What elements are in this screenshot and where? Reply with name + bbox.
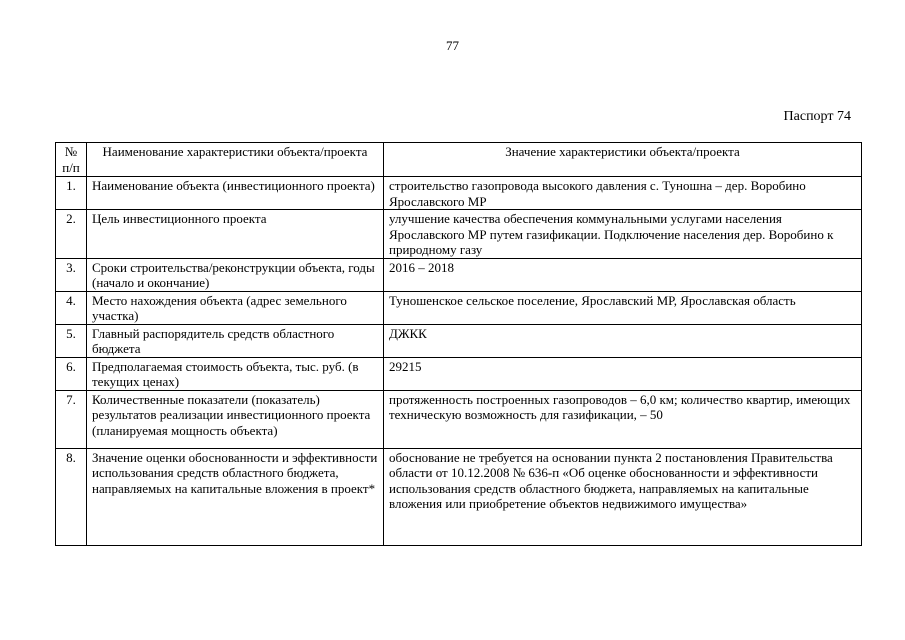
row-name: Наименование объекта (инвестиционного проекта) xyxy=(87,177,384,210)
table-row xyxy=(56,258,862,291)
table-row xyxy=(56,177,862,210)
header-value: Значение характеристики объекта/проекта xyxy=(384,143,862,177)
row-value: 2016 – 2018 xyxy=(384,258,862,291)
table-row xyxy=(56,390,862,448)
row-num: 5. xyxy=(56,324,87,357)
row-name: Цель инвестиционного проекта xyxy=(87,210,384,259)
row-name: Место нахождения объекта (адрес земельного участка) xyxy=(87,291,384,324)
row-value: протяженность построенных газопроводов – 6,0 км; количество квартир, имеющих техническую возможность для газификации, – 50 xyxy=(384,390,862,448)
row-value: улучшение качества обеспечения коммунальными услугами населения Ярославского МР путем газификации. Подключение населения дер. Воробино к природному газу xyxy=(384,210,862,259)
table-row xyxy=(56,324,862,357)
header-name: Наименование характеристики объекта/проекта xyxy=(87,143,384,177)
row-num: 8. xyxy=(56,448,87,545)
row-num: 4. xyxy=(56,291,87,324)
row-value: 29215 xyxy=(384,357,862,390)
page-number: 77 xyxy=(446,38,459,53)
row-num: 3. xyxy=(56,258,87,291)
row-num: 2. xyxy=(56,210,87,259)
row-name: Сроки строительства/реконструкции объекта, годы (начало и окончание) xyxy=(87,258,384,291)
table-row xyxy=(56,448,862,545)
row-name: Главный распорядитель средств областного бюджета xyxy=(87,324,384,357)
row-value: Туношенское сельское поселение, Ярославский МР, Ярославская область xyxy=(384,291,862,324)
table-header-row xyxy=(56,143,862,177)
row-num: 1. xyxy=(56,177,87,210)
header-num: № п/п xyxy=(56,143,87,177)
row-name: Количественные показатели (показатель) результатов реализации инвестиционного проекта (планируемая мощность объекта) xyxy=(87,390,384,448)
row-value: обоснование не требуется на основании пункта 2 постановления Правительства области от 10.12.2008 № 636-п «Об оценке обоснованности и эффективности использования средств областного бюджета, направляемых на капитальные вложения или приобретение объектов недвижимого имущества» xyxy=(384,448,862,545)
row-name: Значение оценки обоснованности и эффективности использования средств областного бюджета, направляемых на капитальные вложения в проект* xyxy=(87,448,384,545)
row-value: ДЖКК xyxy=(384,324,862,357)
table-row xyxy=(56,357,862,390)
row-num: 6. xyxy=(56,357,87,390)
row-value: строительство газопровода высокого давления с. Туношна – дер. Воробино Ярославского МР xyxy=(384,177,862,210)
row-num: 7. xyxy=(56,390,87,448)
passport-title: Паспорт 74 xyxy=(783,109,851,124)
row-name: Предполагаемая стоимость объекта, тыс. руб. (в текущих ценах) xyxy=(87,357,384,390)
passport-table xyxy=(55,142,862,546)
table-row xyxy=(56,210,862,259)
table-row xyxy=(56,291,862,324)
